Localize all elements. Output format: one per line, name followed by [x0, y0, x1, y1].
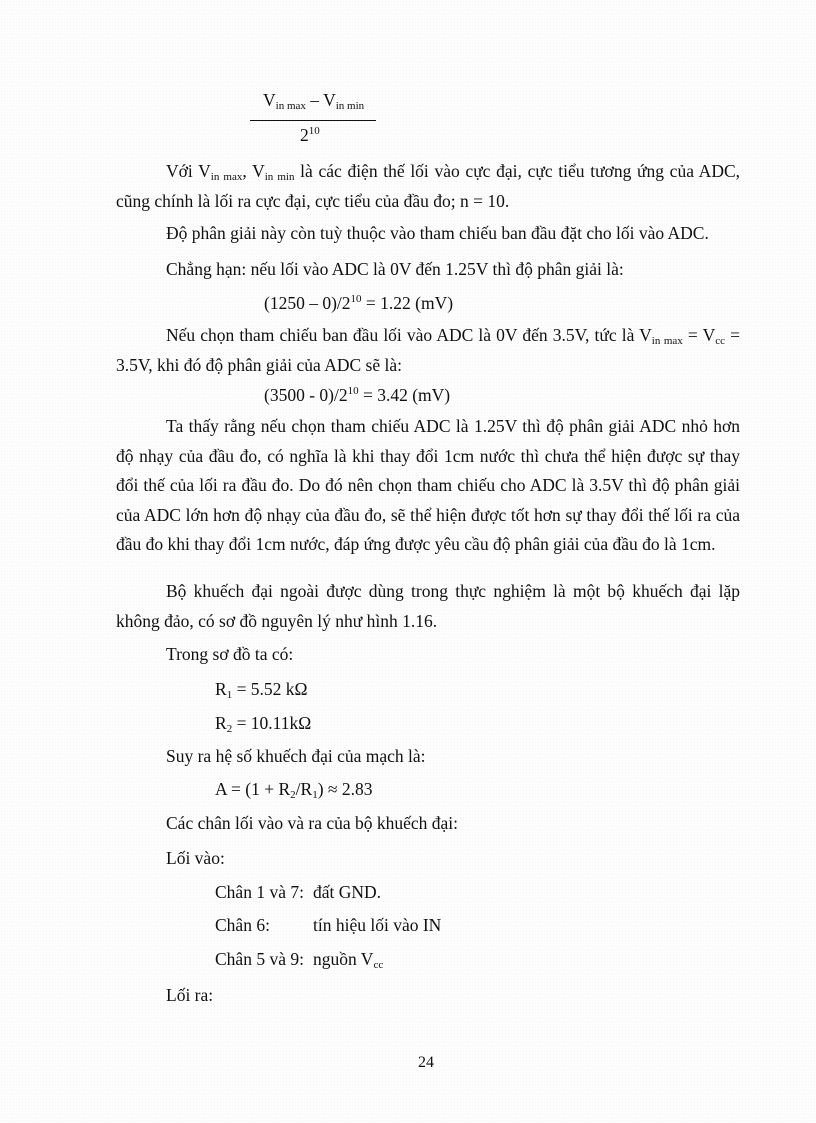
formula-denominator	[300, 125, 320, 146]
paragraph-amplifier: Bộ khuếch đại ngoài được dùng trong thực nghiệm là một bộ khuếch đại lặp không đảo, có sơ đồ nguyên lý như hình 1.16.	[116, 581, 740, 631]
symbol-v: V	[263, 90, 276, 110]
gain-formula: $A = (1 + R_2/R_1) \approx 2.83$	[215, 779, 373, 801]
base: 2	[300, 125, 309, 145]
input-heading: Lối vào:	[166, 848, 225, 868]
resistor-r2: $R_2 = 10.11k\Omega$	[215, 713, 312, 735]
subscript: in max	[275, 100, 306, 112]
page-number: 24	[418, 1054, 434, 1071]
equation-2: $(3500 - 0)/2^{10} = 3.42$ (mV)	[264, 385, 451, 405]
output-heading: Lối ra:	[166, 985, 214, 1005]
paragraph-example: Chẳng hạn: nếu lối vào ADC là 0V đến 1.25V thì độ phân giải là:	[166, 259, 624, 279]
paragraph-variables: Với $V_{in max}$, $V_{in min}$ là các điện thế lối vào cực đại, cực tiểu tương ứng của ADC, cũng chính là lối ra cực đại, cực tiểu của đầu đo; n = 10.	[116, 161, 740, 211]
pin-row: Chân 1 và 7: đất GND.	[215, 882, 382, 902]
paragraph-gain: Suy ra hệ số khuếch đại của mạch là:	[166, 746, 426, 766]
paragraph-pins: Các chân lối vào và ra của bộ khuếch đại:	[166, 813, 459, 833]
pin-row: Chân 5 và 9: nguồn $V_{cc}$	[215, 949, 384, 971]
paragraph-resolution: Độ phân giải này còn tuỳ thuộc vào tham chiếu ban đầu đặt cho lối vào ADC.	[166, 223, 709, 243]
pin-row: Chân 6: tín hiệu lối vào IN	[215, 915, 442, 935]
exponent: 10	[308, 125, 320, 137]
symbol-v: V	[323, 90, 336, 110]
equation-1: $(1250 - 0)/2^{10} = 1.22$ (mV)	[264, 293, 454, 313]
minus-sign: –	[305, 90, 324, 110]
paragraph-reference: Nếu chọn tham chiếu ban đầu lối vào ADC là 0V đến 3.5V, tức là $V_{in max} = V_{cc} = 3.5V$, khi đó độ phân giải của ADC sẽ là:	[116, 325, 740, 375]
fraction-line	[250, 120, 376, 121]
formula-numerator	[263, 90, 364, 111]
resistor-r1: $R_1 = 5.52$ kΩ	[215, 679, 308, 701]
subscript: in min	[335, 100, 365, 112]
paragraph-conclusion: Ta thấy rằng nếu chọn tham chiếu ADC là 1.25V thì độ phân giải ADC nhỏ hơn độ nhạy của đầu đo, có nghĩa là khi thay đổi 1cm nước thì chưa thể hiện được sự thay đổi thế của lối ra đầu đo. Do đó nên chọn tham chiếu cho ADC là 3.5V thì độ phân giải của ADC lớn hơn độ nhạy của đầu đo, sẽ thể hiện được tốt hơn sự thay đổi thế lối ra của đầu đo khi thay đổi 1cm nước, đáp ứng được yêu cầu độ phân giải của đầu đo là 1cm.	[116, 416, 740, 554]
paragraph-schematic: Trong sơ đồ ta có:	[166, 644, 294, 664]
